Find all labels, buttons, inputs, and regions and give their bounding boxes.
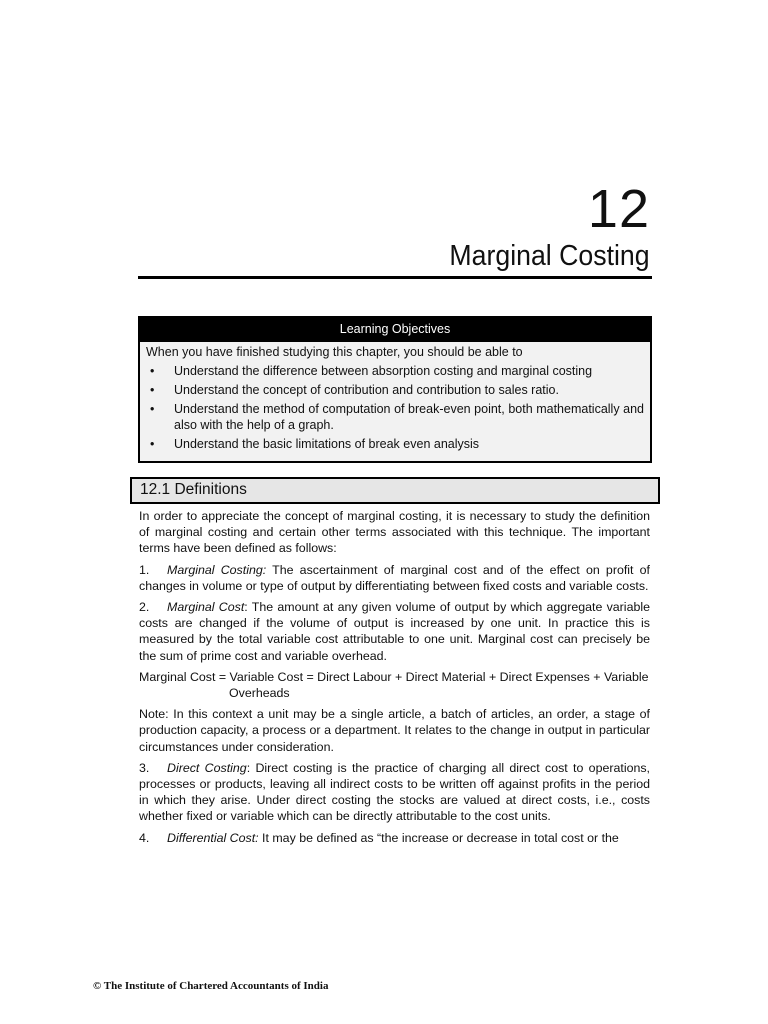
title-rule (138, 276, 652, 279)
note-paragraph: Note: In this context a unit may be a single article, a batch of articles, an order, a stage of production capacity, a process or a department. It relates to the change in output in particular circumstances under consideration. (139, 707, 650, 754)
list-item: • Understand the method of computation of break-even point, both mathematically and also with the help of a graph. (150, 402, 644, 432)
definition-term: Marginal Cost (167, 600, 245, 615)
intro-paragraph: In order to appreciate the concept of marginal costing, it is necessary to study the definition of marginal costing and certain other terms associated with this technique. The important terms have been defined as follows: (139, 509, 650, 556)
learning-objectives-header: Learning Objectives (140, 318, 650, 342)
bullet-icon: • (150, 383, 155, 397)
chapter-number: 12 (587, 179, 650, 239)
section-heading: 12.1 Definitions (140, 481, 247, 498)
list-item: • Understand the difference between absorption costing and marginal costing (150, 364, 593, 378)
definition-differential-cost: 4. Differential Cost: It may be defined as “the increase or decrease in total cost or the (139, 830, 619, 845)
definition-term: Direct Costing (167, 760, 247, 775)
marginal-cost-formula: Marginal Cost = Variable Cost = Direct Labour + Direct Material + Direct Expenses + Variable Overheads (139, 669, 649, 701)
definition-term: Differential Cost: (167, 830, 259, 845)
body-text (139, 508, 650, 851)
bullet-icon: • (150, 437, 155, 451)
chapter-title: Marginal Costing (449, 240, 650, 272)
definition-term: Marginal Costing: (167, 562, 267, 577)
definition-direct-costing: 3. Direct Costing: Direct costing is the practice of charging all direct cost to operations, processes or products, leaving all indirect costs to be written off against profits in the period in which they arise. Under direct costing the stocks are valued at direct costs, i.e., costs whether fixed or variable which can be directly attributable to the cost units. (139, 760, 650, 824)
learning-objectives-list (140, 363, 650, 461)
definition-marginal-costing: 1. Marginal Costing: The ascertainment of marginal cost and of the effect on profit of changes in volume or type of output by differentiating between fixed costs and variable costs. (139, 562, 650, 593)
copyright-footer: © The Institute of Chartered Accountants of India (93, 980, 329, 992)
list-item: • Understand the basic limitations of break even analysis (150, 437, 480, 451)
definition-marginal-cost: 2. Marginal Cost: The amount at any given volume of output by which aggregate variable costs are changed if the volume of output is increased by one unit. In practice this is measured by the total variable cost attributable to one unit. Marginal cost can precisely be the sum of prime cost and variable overhead. (139, 600, 650, 663)
list-item: • Understand the concept of contribution and contribution to sales ratio. (150, 383, 559, 397)
learning-objectives-box (138, 316, 652, 463)
bullet-icon: • (150, 402, 155, 416)
bullet-icon: • (150, 364, 155, 378)
section-heading-bar (130, 477, 660, 504)
learning-objectives-intro: When you have finished studying this chapter, you should be able to (146, 345, 523, 359)
